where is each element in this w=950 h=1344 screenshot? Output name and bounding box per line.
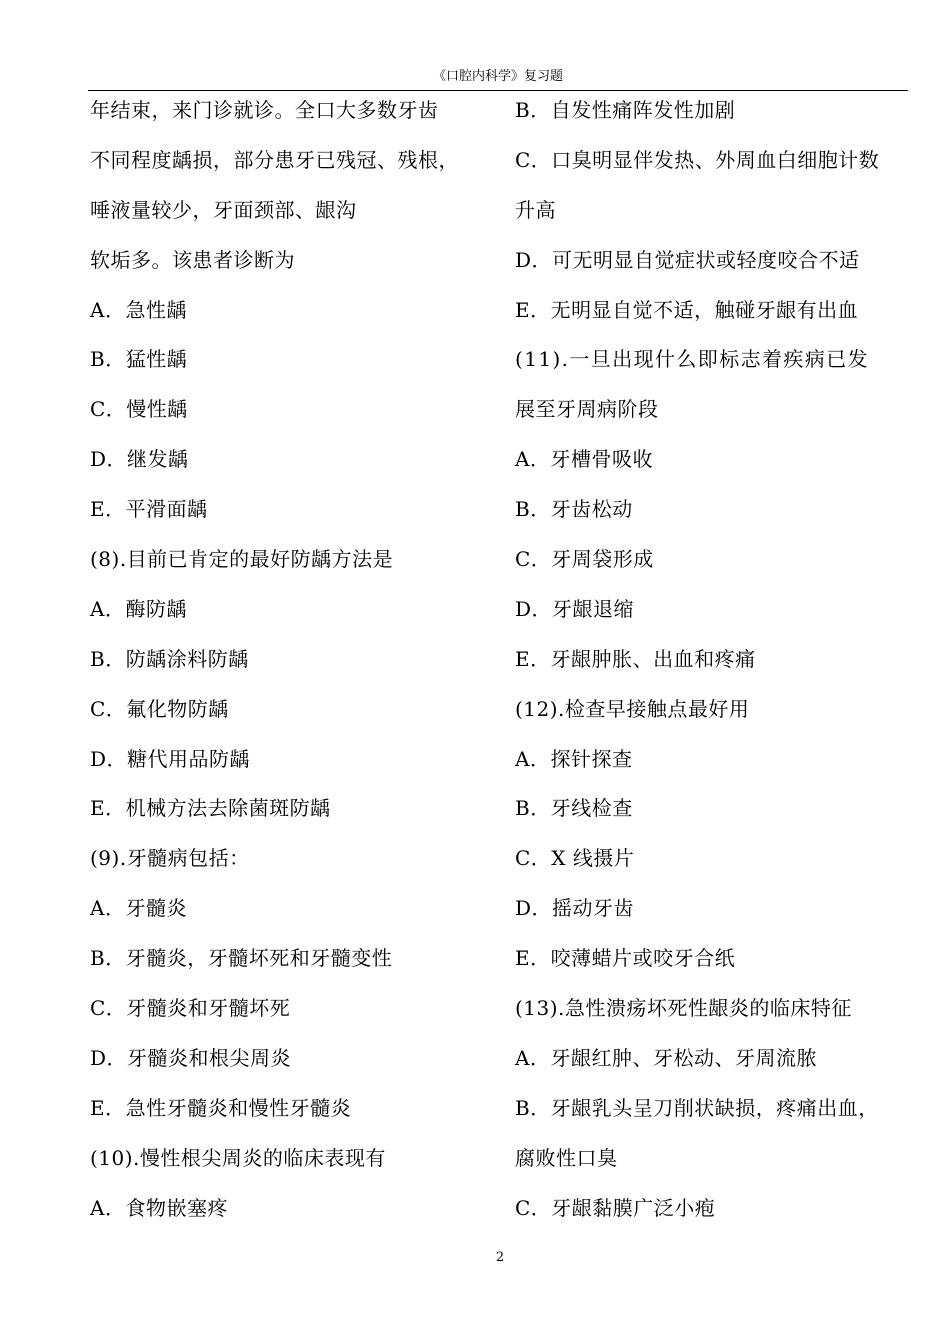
page-number: 2 xyxy=(495,1250,505,1265)
answer-option: E．咬薄蜡片或咬牙合纸 xyxy=(515,946,736,971)
text-line: 展至牙周病阶段 xyxy=(515,397,659,422)
answer-option: B．牙线检查 xyxy=(515,796,633,821)
question-13: (13).急性溃疡坏死性龈炎的临床特征 xyxy=(515,996,852,1021)
question-9: (9).牙髓病包括： xyxy=(90,846,250,871)
answer-option: A．牙龈红肿、牙松动、牙周流脓 xyxy=(515,1045,817,1070)
answer-option: C．慢性龋 xyxy=(90,397,188,422)
header-title: 《口腔内科学》复习题 xyxy=(432,69,563,84)
answer-option: E．机械方法去除菌斑防龋 xyxy=(90,796,331,821)
answer-option: A．牙髓炎 xyxy=(90,896,187,921)
left-column xyxy=(90,95,490,1242)
right-column xyxy=(515,95,915,1242)
question-10: (10).慢性根尖周炎的临床表现有 xyxy=(90,1145,386,1170)
answer-option: C．氟化物防龋 xyxy=(90,696,229,721)
answer-option: D．牙龈退缩 xyxy=(515,596,635,621)
answer-option: C．牙髓炎和牙髓坏死 xyxy=(90,996,291,1021)
answer-option: E．牙龈肿胀、出血和疼痛 xyxy=(515,646,756,671)
page-footer xyxy=(0,1250,950,1265)
text-line: 软垢多。该患者诊断为 xyxy=(90,247,295,272)
answer-option: D．可无明显自觉症状或轻度咬合不适 xyxy=(515,247,860,272)
answer-option: B．自发性痛阵发性加剧 xyxy=(515,98,736,122)
question-12: (12).检查早接触点最好用 xyxy=(515,696,750,721)
page-header xyxy=(88,68,908,91)
answer-option: B．牙髓炎，牙髓坏死和牙髓变性 xyxy=(90,946,393,971)
answer-option: A．探针探查 xyxy=(515,746,633,771)
answer-option: B．牙龈乳头呈刀削状缺损，疼痛出血， xyxy=(515,1095,879,1120)
question-8: (8).目前已肯定的最好防龋方法是 xyxy=(90,547,394,572)
answer-option: C．牙龈黏膜广泛小疱 xyxy=(515,1195,716,1220)
answer-option: A．酶防龋 xyxy=(90,596,187,621)
answer-option: D．糖代用品防龋 xyxy=(90,746,251,771)
answer-option: B．猛性龋 xyxy=(90,347,188,372)
text-line: 不同程度龋损，部分患牙已残冠、残根， xyxy=(90,147,459,172)
answer-option: B．防龋涂料防龋 xyxy=(90,646,249,671)
answer-option: A．食物嵌塞疼 xyxy=(90,1195,228,1220)
answer-option: E．平滑面龋 xyxy=(90,497,208,522)
answer-option: D．牙髓炎和根尖周炎 xyxy=(90,1045,292,1070)
answer-option: E．无明显自觉不适，触碰牙龈有出血 xyxy=(515,297,859,322)
answer-option: D．摇动牙齿 xyxy=(515,896,635,921)
text-line: 年结束，来门诊就诊。全口大多数牙齿 xyxy=(90,98,439,122)
text-line: 升高 xyxy=(515,197,556,222)
answer-option: A．牙槽骨吸收 xyxy=(515,447,653,472)
answer-option: C．牙周袋形成 xyxy=(515,547,654,572)
text-line: 腐败性口臭 xyxy=(515,1145,618,1170)
answer-option: C．口臭明显伴发热、外周血白细胞计数 xyxy=(515,147,880,172)
question-11: (11).一旦出现什么即标志着疾病已发 xyxy=(515,347,870,372)
answer-option: D．继发龋 xyxy=(90,447,189,472)
answer-option: C．X 线摄片 xyxy=(515,846,635,871)
answer-option: E．急性牙髓炎和慢性牙髓炎 xyxy=(90,1095,352,1120)
answer-option: A．急性龋 xyxy=(90,297,187,322)
answer-option: B．牙齿松动 xyxy=(515,497,633,522)
text-line: 唾液量较少，牙面颈部、龈沟 xyxy=(90,197,357,222)
